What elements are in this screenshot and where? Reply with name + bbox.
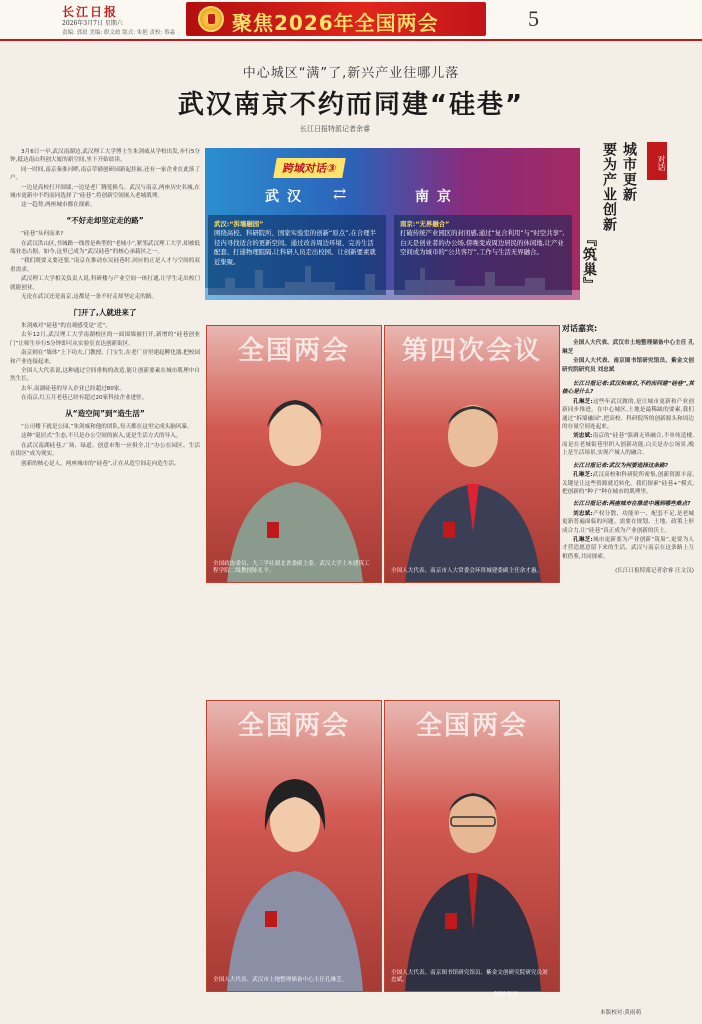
section-subhead: 门开了,人就进来了 — [73, 307, 137, 317]
nanjing-approach-box — [394, 215, 572, 295]
qa-question: 长江日报记者:武汉为何要选择这条路? — [573, 462, 668, 469]
photo-backdrop-text: 全国两会 — [237, 711, 350, 741]
photo-caption: 全国人大代表、南京市人大常委会环资城建委副主任余才惠。 — [391, 568, 543, 575]
qa-answer — [562, 471, 694, 496]
article-body-column — [10, 148, 200, 1008]
qa-guest: 全国人大代表、武汉市土地整理储备中心主任 孔琳芝 — [562, 340, 694, 355]
portrait-photo — [384, 700, 560, 992]
page-header — [0, 0, 702, 40]
article-headline: 武汉南京不约而同建“硅巷” — [177, 90, 525, 120]
qa-question: 长江日报记者:武汉和南京,不约而同建“硅巷”,其核心是什么? — [562, 381, 694, 396]
photo-caption: 全国人大代表、武汉市土地整理储备中心主任孔琳芝。 — [213, 977, 348, 984]
body-paragraph: 同一时间,南京秦淮河畔,南京草铺创研园新起挂匾,还有一家企业在此落了户。 — [10, 166, 200, 182]
qa-speaker: 孔琳芝: — [573, 398, 593, 405]
body-paragraph: 创新的核心是人。两座城市的“硅巷”,正在从造空间走向造生活。 — [21, 460, 180, 467]
page-number: 5 — [528, 6, 539, 31]
section-banner-title: 聚焦2026年全国两会 — [232, 11, 439, 35]
body-paragraph: 在南京,红五月老巷已经有超过20家科技企业进驻。 — [21, 395, 148, 402]
section-subhead: “不好走却坚定走的路” — [66, 215, 144, 225]
person-portrait-icon — [207, 751, 382, 991]
body-paragraph: 一边是高校打开围墙,一边是老厂腾笼换鸟。武汉与南京,两座历史名城,在城市更新中不约而同选择了“硅巷”,将创新空间嵌入老城肌理。 — [10, 184, 200, 200]
vertical-title-line: 城市更新 — [621, 142, 637, 202]
wuhan-approach-label: 武汉:“拆墙融园” — [214, 220, 264, 228]
qa-answer-text: 这些年武汉做的,是让城市更新和产业创新同步推进。在中心城区,土地是最稀缺的要素,我们通过“拆墙融园”,把高校、科研院所的创新源头和周边的存量空间连起来。 — [562, 398, 694, 431]
city-left-label: 武汉 — [265, 189, 309, 205]
qa-speaker: 孔琳芝: — [573, 536, 593, 543]
person-portrait-icon — [385, 372, 560, 582]
nanjing-approach-label: 南京:“无界融合” — [400, 220, 450, 228]
qa-answer-text: 城市更新要为产业创新“筑巢”,更要为人才营造愿意留下来的生活。武汉与南京在这条路上互相借鉴,共同探索。 — [562, 536, 694, 560]
portrait-photo — [384, 325, 560, 583]
qa-column — [562, 325, 694, 577]
qa-footnote: (长江日报特派记者余睿 汪文汉) — [615, 568, 694, 575]
body-paragraph: 朱剑威对“硅巷”的直观感受是“近”。 — [21, 322, 111, 329]
portrait-photo — [206, 325, 382, 583]
section-banner — [186, 2, 486, 36]
qa-answer-text: 武汉高校和科研院所密集,创新资源丰富,关键是让这些资源就近转化。我们探索“硅巷+”模式,把创新的“种子”种在城市的肌理里。 — [562, 472, 694, 495]
body-paragraph: 全国人大代表说,这种通过空间重构的改造,能让创新要素在城市肌理中自然生长。 — [10, 367, 200, 383]
qa-header: 对话嘉宾: — [562, 324, 598, 333]
photo-credit: 制图 陈晨 — [494, 992, 519, 998]
photo-backdrop-text: 全国两会 — [415, 711, 528, 741]
city-right-label: 南京 — [415, 189, 459, 205]
dialogue-tag: 对话 — [647, 142, 667, 180]
portrait-photo — [206, 700, 382, 992]
newspaper-logo: 长江日报 — [62, 5, 119, 19]
body-paragraph: 在武汉南湖硅巷,广场、绿道、创意市集一应俱全,让“办公在园区、生活在街区”成为现实。 — [10, 442, 200, 458]
qa-answer — [562, 398, 694, 432]
qa-guest: 全国人大代表、南京图书馆研究馆员、紫金文创研究院研究员 刘忠斌 — [562, 358, 694, 373]
national-emblem-icon — [198, 6, 224, 32]
photo-backdrop-text: 第四次会议 — [401, 336, 542, 366]
qa-question: 长江日报记者:两座城市在推进中遇到哪些难点? — [573, 501, 691, 508]
qa-speaker: 刘忠斌: — [573, 433, 593, 440]
qa-speaker: 孔琳芝: — [573, 472, 593, 479]
body-paragraph: “硅巷”从何而来? — [21, 231, 64, 238]
body-paragraph: 南京则在“墙体”上下功夫,门教授、门宝生,在老厂房里建起孵化器,把校园和产业连接起来。 — [10, 350, 200, 365]
body-paragraph: “公司楼下就是公园,”朱剑威和他的团队,每天都在这里完成头脑风暴。 — [21, 423, 193, 430]
vertical-title-line: 要为产业创新 — [601, 142, 617, 232]
qa-answer — [562, 536, 694, 561]
person-portrait-icon — [207, 372, 382, 582]
issue-date: 2026年3月7日 星期六 — [62, 20, 123, 27]
editors-line: 责编: 郭晨 美编: 职文政 版式: 朱艳 责校: 蔡淼 — [62, 30, 176, 36]
person-portrait-icon — [385, 751, 560, 991]
vertical-title-line: 『筑巢』 — [581, 232, 597, 292]
body-paragraph: 无论在武汉还是南京,这都是一条不好走却坚定走的路。 — [21, 294, 158, 301]
body-paragraph: 武汉理工大学相关负责人说,科研楼与产业空间一体打通,让学生走出校门就能创业。 — [10, 276, 200, 291]
body-paragraph: “我们既要又要还要,”南京在推动东吴硅巷时,回应的正是人才与空间的双重需求。 — [10, 258, 200, 273]
exchange-arrow-icon: ⇄ — [333, 184, 347, 203]
body-paragraph: 在武汉洪山区,书城路一线曾是典型的“老城小”,紧邻武汉理工大学,却被低端业态占据。如今,这里已成为“武汉硅巷”的核心承载区之一。 — [10, 240, 200, 256]
header-divider — [0, 39, 702, 41]
dialog-title: 跨域对话③ — [273, 158, 346, 178]
wuhan-approach-text: 围绕高校、科研院所、国家实验室的创新“原点”,在合理半径内寻找适合的更新空间。通过改善周边环境、完善生活配套、打通物理阻隔,让科研人员走出校园、让创新要素就近集聚。 — [214, 229, 377, 266]
body-paragraph: 这种“混居式”生态,不只是办公空间的嵌入,更是生活方式的导入。 — [21, 433, 182, 440]
photo-caption: 全国政协委员、九三学社湖北省委副主委、武汉大学土木建筑工程学院二级教授陈礼平。 — [213, 560, 370, 575]
qa-answer-text: 产权分散、功能单一、配套不足,是老城更新普遍面临的问题。需要在规划、土地、政策上形成合力,让“硅巷”真正成为产业创新的沃土。 — [562, 510, 694, 534]
wuhan-approach-box — [208, 215, 386, 295]
body-paragraph: 这一趋势,两座城市都在探索。 — [21, 202, 96, 209]
nanjing-approach-text: 打破传统产业园区的封闭感,通过“复合利用”与“时空共享”,白天是创业者的办公场,傍晚变成周边居民的休闲地,让产业空间成为城市的“公共客厅”,工作与生活无界融合。 — [400, 229, 565, 257]
body-paragraph: 去年12月,武汉理工大学南湖校区的一面围墙被打开,新增的“硅巷创业门”让师生步行5分钟即可从实验室直达创新街区。 — [10, 332, 200, 347]
qa-answer-text: 南京的“硅巷”强调无界融合,不单纯造楼,而是在老城街巷里织入创新功能,白天是办公场景,晚上是生活场景,实现产城人的融合。 — [562, 433, 694, 457]
proofreader-line: 本版校对:黄雨萌 — [600, 1010, 642, 1016]
photo-caption: 全国人大代表、南京图书馆研究馆员、紫金文创研究院研究员刘忠斌。 — [391, 969, 548, 984]
body-paragraph: 去年,南湖硅巷的导入企业已经超过80家。 — [21, 385, 125, 392]
qa-speaker: 刘忠斌: — [573, 510, 593, 517]
qa-answer — [562, 432, 694, 457]
photo-backdrop-text: 全国两会 — [237, 336, 350, 366]
qa-answer — [562, 510, 694, 535]
article-byline: 长江日报特派记者余睿 — [300, 125, 370, 133]
body-paragraph: 3月6日一早,武汉南湖边,武汉理工大学博士生朱剑威从学校出发,步行5分钟,抵达南山科创大厦的新空间,坐下开始晨读。 — [10, 149, 200, 164]
section-subhead: 从“造空间”到“造生活” — [65, 408, 145, 418]
article-subtitle: 中心城区“满”了,新兴产业往哪儿落 — [242, 66, 460, 81]
